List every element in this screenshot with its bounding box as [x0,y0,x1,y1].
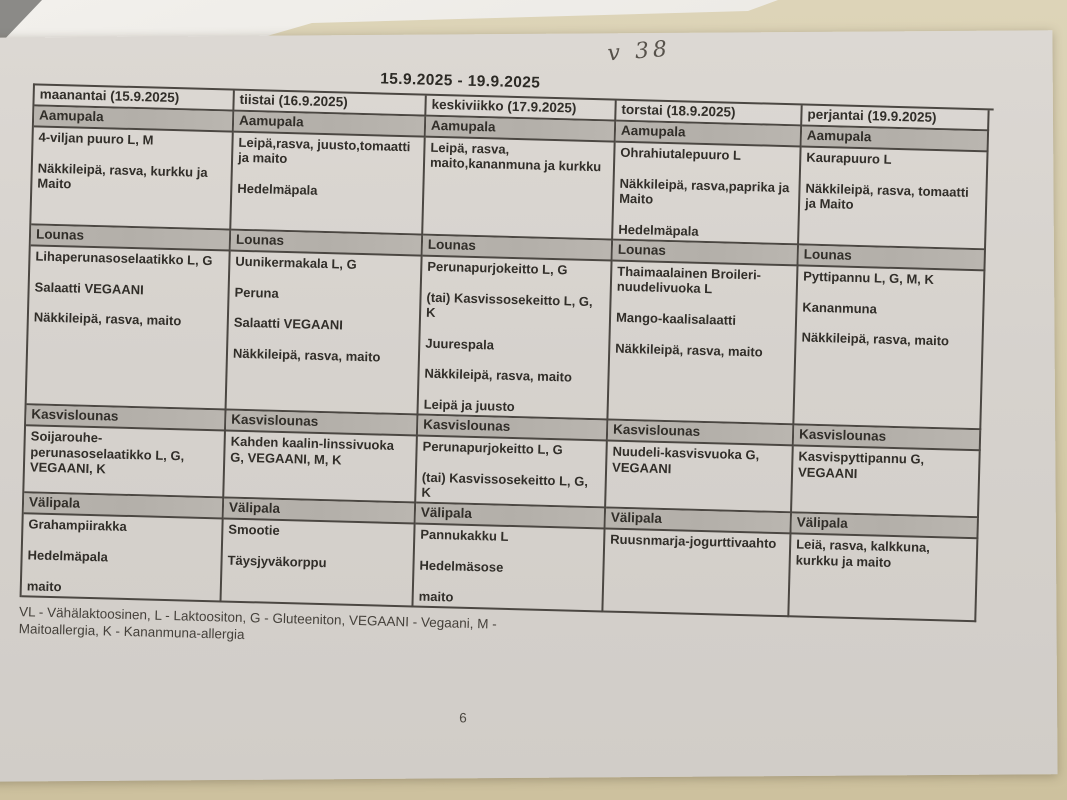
menu-cell-snack-wednesday: Pannukakku L Hedelmäsose maito [413,525,605,613]
menu-cell-veg-lunch-thursday: Nuudeli-kasvisvuoka G, VEGAANI [606,442,794,514]
day-header-wednesday: keskiviikko (17.9.2025) [426,96,616,122]
section-band-veg-lunch: Kasvislounas [608,421,794,447]
menu-cell-lunch-wednesday: Perunapurjokeitto L, G (tai) Kasvissosekeitto L, G, K Juurespala Näkkileipä, rasva, maito Leipä ja juusto [418,256,612,420]
menu-cell-veg-lunch-wednesday: Perunapurjokeitto L, G (tai) Kasvissosekeitto L, G, K [416,437,608,509]
menu-cell-snack-tuesday: Smootie Täysjyväkorppu [221,520,415,608]
day-header-monday: maanantai (15.9.2025) [34,85,234,111]
section-band-snack: Välipala [224,499,416,525]
section-band-veg-lunch: Kasvislounas [26,405,226,431]
menu-cell-snack-monday: Grahampiirakka Hedelmäpala maito [22,515,224,603]
section-band-breakfast: Aamupala [616,122,802,148]
section-band-lunch: Lounas [798,245,985,271]
weekly-menu-table [20,83,994,622]
diet-code-legend: VL - Vähälaktoosinen, L - Laktoositon, G - Gluteeniton, VEGAANI - Vegaani, M - Maitoallergia, K - Kananmuna-allergia [18,604,497,643]
menu-cell-snack-friday: Leiä, rasva, kalkkuna, kurkku ja maito [789,535,978,623]
section-band-snack: Välipala [416,504,606,530]
menu-cell-snack-thursday: Ruusnmarja-jogurttivaahto [603,530,791,617]
menu-cell-veg-lunch-tuesday: Kahden kaalin-linssivuoka G, VEGAANI, M, K [224,432,418,504]
menu-cell-lunch-thursday: Thaimaalainen Broileri-nuudelivuoka L Mango-kaalisalaatti Näkkileipä, rasva, maito [608,261,798,425]
section-band-snack: Välipala [791,514,978,540]
section-band-veg-lunch: Kasvislounas [418,416,608,442]
page-number: 6 [459,710,467,726]
menu-cell-breakfast-friday: Kaurapuuro L Näkkileipä, rasva, tomaatti ja Maito [799,147,989,250]
menu-cell-breakfast-thursday: Ohrahiutalepuuro L Näkkileipä, rasva,paprika ja Maito Hedelmäpala [613,143,802,246]
menu-cell-lunch-monday: Lihaperunasoselaatikko L, G Salaatti VEGAANI Näkkileipä, rasva, maito [27,246,231,410]
menu-cell-lunch-friday: Pyttipannu L, G, M, K Kananmuna Näkkileipä, rasva, maito [794,266,985,430]
day-header-friday: perjantai (19.9.2025) [802,105,989,131]
section-band-lunch: Lounas [613,240,799,266]
menu-cell-breakfast-tuesday: Leipä,rasva, juusto,tomaatti ja maito Hedelmäpala [231,133,425,236]
menu-cell-breakfast-monday: 4-viljan puuro L, M Näkkileipä, rasva, kurkku ja Maito [31,127,233,230]
section-band-veg-lunch: Kasvislounas [794,426,981,452]
section-band-breakfast: Aamupala [34,106,234,132]
menu-cell-lunch-tuesday: Uunikermakala L, G Peruna Salaatti VEGAANI Näkkileipä, rasva, maito [227,251,423,415]
menu-cell-veg-lunch-monday: Soijarouhe-perunasoselaatikko L, G, VEGAANI, K [24,426,226,499]
printed-content [18,61,1013,663]
section-band-breakfast: Aamupala [426,117,616,143]
menu-cell-veg-lunch-friday: Kasvispyttipannu G, VEGAANI [792,447,981,519]
section-band-lunch: Lounas [231,230,423,256]
section-band-breakfast: Aamupala [234,112,426,138]
section-band-veg-lunch: Kasvislounas [226,411,418,437]
section-band-snack: Välipala [606,509,792,535]
section-band-breakfast: Aamupala [802,126,989,152]
menu-cell-breakfast-wednesday: Leipä, rasva, maito,kananmuna ja kurkku [423,138,615,241]
section-band-lunch: Lounas [31,225,231,251]
day-header-thursday: torstai (18.9.2025) [616,101,802,127]
section-band-lunch: Lounas [423,235,613,261]
handwritten-week-number: v 38 [606,36,672,67]
day-header-tuesday: tiistai (16.9.2025) [234,91,426,117]
date-range-title: 15.9.2025 - 19.9.2025 [380,70,541,92]
menu-paper-sheet [0,30,1058,782]
section-band-snack: Välipala [24,494,224,520]
